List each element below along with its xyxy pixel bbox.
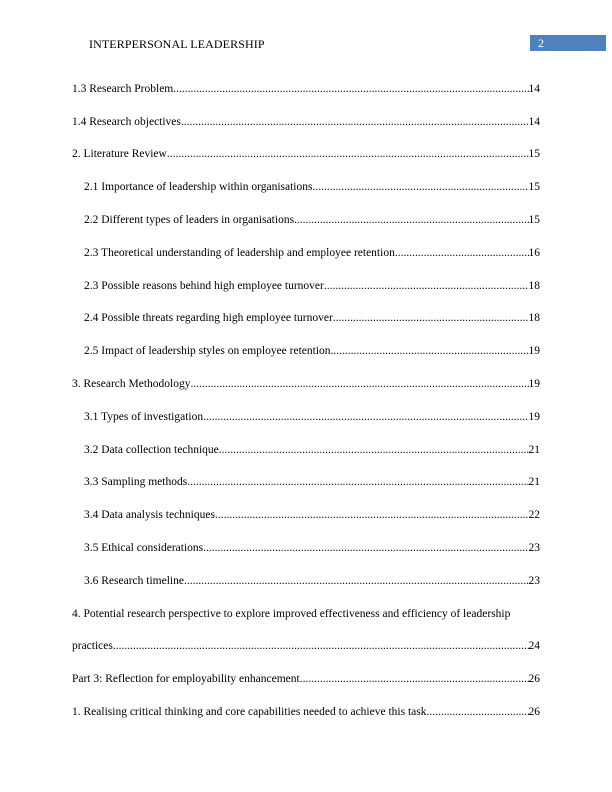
toc-entry[interactable]	[72, 130, 540, 163]
toc-entry-page: 19	[528, 377, 540, 390]
toc-dot-leader	[215, 509, 529, 521]
toc-entry-page: 16	[528, 246, 540, 259]
toc-dot-leader	[113, 640, 529, 652]
toc-entry-page: 21	[528, 443, 540, 456]
toc-dot-leader	[294, 214, 528, 226]
toc-entry[interactable]	[72, 490, 540, 523]
toc-dot-leader	[203, 411, 528, 423]
toc-entry[interactable]	[72, 261, 540, 294]
toc-entry-page: 14	[528, 115, 540, 128]
page-number: 2	[538, 36, 544, 50]
toc-entry-page: 23	[528, 541, 540, 554]
toc-entry-title: 1. Realising critical thinking and core capabilities needed to achieve this task	[72, 705, 427, 718]
toc-entry-page: 15	[528, 213, 540, 226]
toc-entry-page: 18	[528, 312, 540, 325]
toc-entry[interactable]	[72, 687, 540, 720]
toc-dot-leader	[167, 148, 529, 160]
toc-entry[interactable]	[72, 359, 540, 392]
toc-entry-page: 22	[528, 509, 540, 522]
toc-entry-page: 26	[528, 705, 540, 718]
toc-entry[interactable]	[72, 162, 540, 195]
toc-entry-title: 3.5 Ethical considerations	[84, 541, 204, 554]
toc-dot-leader	[300, 673, 529, 685]
toc-dot-leader	[181, 116, 529, 128]
toc-entry-page: 24	[528, 640, 540, 653]
toc-dot-leader	[203, 542, 528, 554]
toc-entry[interactable]	[72, 392, 540, 425]
toc-dot-leader	[312, 181, 528, 193]
toc-entry-title: 3.2 Data collection technique	[84, 443, 219, 456]
toc-entry-title: 2.3 Possible reasons behind high employee turnover	[84, 279, 324, 292]
toc-entry[interactable]	[72, 556, 540, 589]
table-of-contents	[72, 64, 540, 720]
toc-entry[interactable]	[72, 195, 540, 228]
toc-dot-leader	[219, 444, 529, 456]
toc-entry[interactable]	[72, 97, 540, 130]
toc-entry-page: 15	[528, 148, 540, 161]
toc-entry[interactable]	[72, 589, 540, 622]
toc-entry-page: 21	[528, 476, 540, 489]
toc-entry-title: 2.4 Possible threats regarding high employee turnover	[84, 312, 333, 325]
toc-entry-title: 3.4 Data analysis techniques	[84, 509, 215, 522]
toc-entry-title: 2.1 Importance of leadership within organisations	[84, 181, 313, 194]
toc-dot-leader	[426, 706, 528, 718]
toc-entry-page: 18	[528, 279, 540, 292]
toc-entry-page: 26	[528, 673, 540, 686]
toc-dot-leader	[173, 83, 528, 95]
toc-entry-page: 15	[528, 181, 540, 194]
toc-entry[interactable]	[72, 654, 540, 687]
toc-entry[interactable]	[72, 326, 540, 359]
toc-entry-title: 1.4 Research objectives	[72, 115, 181, 128]
toc-entry-title: 3.1 Types of investigation	[84, 410, 204, 423]
toc-entry-title: 2. Literature Review	[72, 148, 167, 161]
toc-dot-leader	[324, 280, 529, 292]
running-header-title: INTERPERSONAL LEADERSHIP	[89, 37, 265, 51]
toc-entry-page: 19	[528, 410, 540, 423]
toc-entry-title: 2.3 Theoretical understanding of leadership and employee retention	[84, 246, 395, 259]
toc-entry[interactable]	[72, 294, 540, 327]
toc-dot-leader	[191, 378, 529, 390]
toc-dot-leader	[331, 345, 529, 357]
toc-entry-page: 14	[528, 82, 540, 95]
page-number-badge	[530, 35, 606, 51]
toc-entry-title: 2.5 Impact of leadership styles on employee retention	[84, 345, 331, 358]
toc-entry-title: 1.3 Research Problem	[72, 82, 174, 95]
toc-entry[interactable]	[72, 228, 540, 261]
toc-entry-title: 2.2 Different types of leaders in organisations	[84, 213, 295, 226]
toc-entry[interactable]	[72, 523, 540, 556]
toc-entry[interactable]	[72, 458, 540, 491]
toc-entry-title: 3. Research Methodology	[72, 377, 191, 390]
toc-entry-title: 4. Potential research perspective to explore improved effectiveness and efficiency of leadership	[72, 607, 511, 620]
toc-entry-title: 3.3 Sampling methods	[84, 476, 188, 489]
toc-dot-leader	[187, 476, 528, 488]
toc-entry-page: 19	[528, 345, 540, 358]
toc-entry-title: 3.6 Research timeline	[84, 574, 184, 587]
toc-entry[interactable]	[72, 622, 540, 655]
toc-dot-leader	[395, 247, 529, 259]
toc-entry[interactable]	[72, 64, 540, 97]
toc-entry-title: practices	[72, 640, 113, 653]
toc-dot-leader	[333, 312, 529, 324]
toc-entry-title: Part 3: Reflection for employability enhancement	[72, 673, 300, 686]
toc-entry[interactable]	[72, 425, 540, 458]
toc-dot-leader	[184, 575, 529, 587]
toc-entry-page: 23	[528, 574, 540, 587]
